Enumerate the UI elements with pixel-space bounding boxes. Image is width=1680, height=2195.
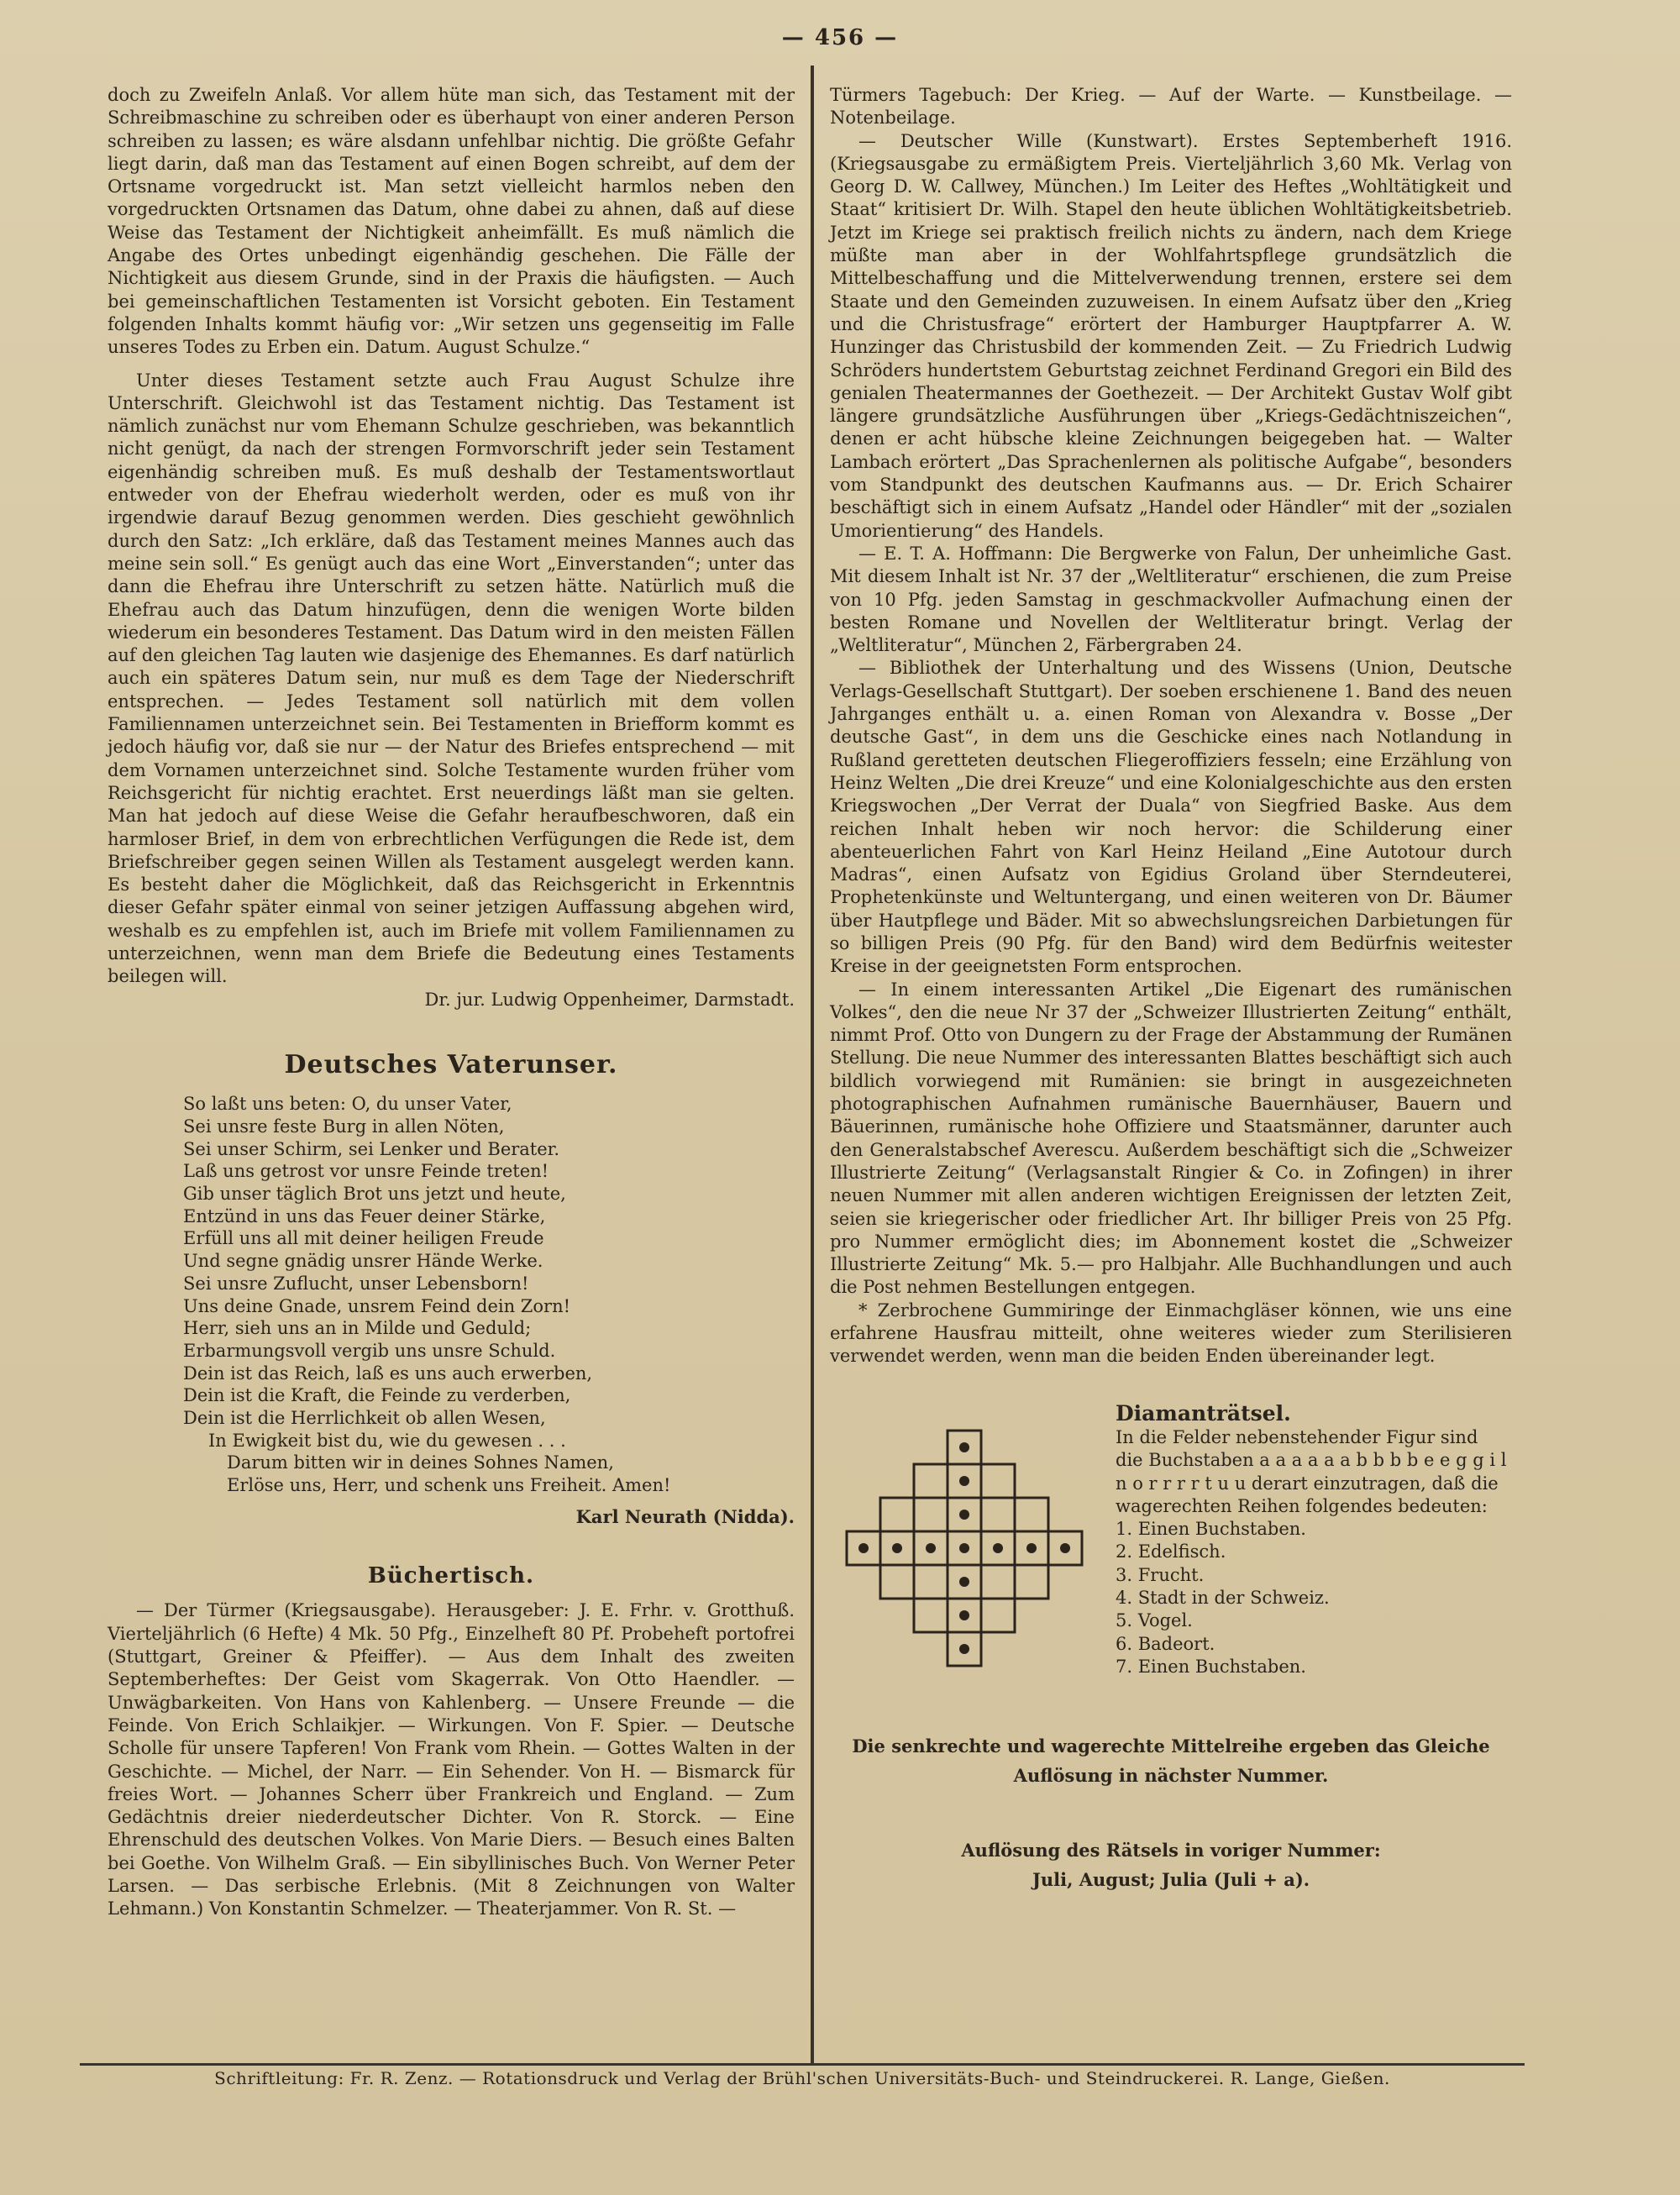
poem-line: Sei unser Schirm, sei Lenker und Berater. [183, 1138, 560, 1159]
grid-dot [959, 1476, 969, 1486]
riddle-clue: 5. Vogel. [1116, 1610, 1193, 1631]
poem-line: Und segne gnädig unsrer Hände Werke. [183, 1251, 543, 1272]
poem-line: Erbarmungsvoll vergib uns unsre Schuld. [183, 1340, 556, 1361]
riddle-clues [1116, 1518, 1510, 1678]
poem-line: Entzünd in uns das Feuer deiner Stärke, [183, 1205, 546, 1226]
grid-dot [959, 1644, 969, 1654]
poem-line: Dein ist die Herrlichkeit ob allen Wesen, [183, 1408, 546, 1429]
grid-cell [1015, 1565, 1048, 1599]
footer-rule [80, 2063, 1525, 2066]
household-note: * Zerbrochene Gummiringe der Einmachgläser können, wie uns eine erfahrene Hausfrau mitteilt, ohne weiteres wieder zum Sterilisieren verwendet werden, wenn man die beiden Enden übereinander legt. [830, 1300, 1512, 1367]
footer-imprint: Schriftleitung: Fr. R. Zenz. — Rotationsdruck und Verlag der Brühl'schen Universitäts-Buch- und Steindruckerei. R. Lange, Gießen. [214, 2068, 1390, 2088]
grid-cell [914, 1464, 948, 1498]
right-paragraph-2: — Deutscher Wille (Kunstwart). Erstes Septemberheft 1916. (Kriegsausgabe zu ermäßigtem Preis. Vierteljährlich 3,60 Mk. Verlag von Georg D. W. Callwey, München.) Im Leiter des Heftes „Wohltätigkeit und Staat“ kritisiert Dr. Wilh. Stapel den heute üblichen Wohltätigkeitsbetrieb. Jetzt im Kriege sei praktisch freilich nichts zu ändern, nach dem Kriege müßte man aber in der Wohlfahrtspflege grundsätzlich die Mittelbeschaffung und die Mittelverwendung trennen, erstere sei dem Staate und den Gemeinden zuzuweisen. In einem Aufsatz über den „Krieg und die Christusfrage“ erörtert der Hamburger Hauptpfarrer A. W. Hunzinger das Christusbild der kommenden Zeit. — Zu Friedrich Ludwig Schröders hundertstem Geburtstag zeichnet Ferdinand Gregori ein Bild des genialen Theatermannes der Goethezeit. — Der Architekt Gustav Wolf gibt längere grundsätzliche Ausführungen über „Kriegs-Gedächtniszeichen“, denen er acht hübsche kleine Zeichnungen beigegeben hat. — Walter Lambach erörtert „Das Sprachenlernen als politische Aufgabe“, besonders vom Standpunkt des deutschen Kaufmanns aus. — Dr. Erich Schairer beschäftigt sich in einem Aufsatz „Handel oder Händler“ mit der „sozialen Umorientierung“ des Handels. [830, 130, 1512, 541]
poem-title: Deutsches Vaterunser. [284, 1049, 618, 1079]
riddle-clue: 1. Einen Buchstaben. [1116, 1519, 1306, 1540]
riddle-clue: 7. Einen Buchstaben. [1116, 1656, 1306, 1677]
poem-line: So laßt uns beten: O, du unser Vater, [183, 1094, 512, 1115]
poem-line: Uns deine Gnade, unsrem Feind dein Zorn! [183, 1295, 571, 1316]
poem-line: Herr, sieh uns an in Milde und Geduld; [183, 1318, 532, 1339]
grid-dot [1026, 1543, 1037, 1553]
riddle-clue: 6. Badeort. [1116, 1633, 1215, 1654]
poem-line: In Ewigkeit bist du, wie du gewesen . . . [208, 1430, 566, 1451]
poem-line: Laß uns getrost vor unsre Feinde treten! [183, 1161, 549, 1182]
grid-cell [914, 1565, 948, 1599]
riddle-intro: In die Felder nebenstehender Figur sind die Buchstaben a a a a a a b b b b e e g g i l n o r r r r t u u derart einzutragen, daß die wagerechten Reihen folgendes bedeuten: [1116, 1426, 1507, 1516]
right-column [830, 84, 1512, 1948]
poem-line: Dein ist das Reich, laß es uns auch erwerben, [183, 1363, 593, 1384]
grid-dot [892, 1543, 902, 1553]
solution-text: Juli, August; Julia (Juli + a). [1032, 1868, 1310, 1890]
riddle-footnote-2: Auflösung in nächster Nummer. [1013, 1764, 1329, 1786]
left-column [108, 84, 795, 1921]
testament-paragraph-2: Unter dieses Testament setzte auch Frau August Schulze ihre Unterschrift. Gleichwohl ist das Testament nichtig. Das Testament ist nämlich zunächst nur vom Ehemann Schulze geschrieben, was bekanntlich nicht genügt, da nach der strengen Formvorschrift jeder sein Testament eigenhändig schreiben muß. Es muß deshalb der Testamentswortlaut entweder von der Ehefrau wiederholt werden, oder es muß von ihr irgendwie darauf Bezug genommen werden. Dies geschieht gewöhnlich durch den Satz: „Ich erkläre, daß das Testament meines Mannes auch das meine sein soll.“ Es genügt auch das eine Wort „Einverstanden“; unter das dann die Ehefrau ihre Unterschrift zu setzen hätte. Natürlich muß die Ehefrau auch das Datum hinzufügen, denn die wenigen Worte bilden wiederum ein besonderes Testament. Das Datum wird in den meisten Fällen auf den gleichen Tag lauten wie dasjenige des Ehemannes. Es darf natürlich auch ein späteres Datum sein, nur muß es dem Tage der Niederschrift entsprechen. — Jedes Testament soll natürlich mit dem vollen Familiennamen unterzeichnet sein. Bei Testamenten in Briefform kommt es jedoch häufig vor, daß sie nur — der Natur des Briefes entsprechend — mit dem Vornamen unterzeichnet sind. Solche Testamente wurden früher vom Reichsgericht für nichtig erachtet. Erst neuerdings läßt man sie gelten. Man hat jedoch auf diese Weise die Gefahr heraufbeschworen, daß ein harmloser Brief, in dem von erbrechtlichen Verfügungen die Rede ist, dem Briefschreiber gegen seinen Willen als Testament ausgelegt werden kann. Es besteht daher die Möglichkeit, daß das Reichsgericht in Erkenntnis dieser Gefahr später einmal von seiner jetzigen Auffassung abgehen wird, weshalb es zu empfehlen ist, auch im Briefe mit vollem Familiennamen zu unterzeichnen, wenn man dem Briefe die Bedeutung eines Testaments beilegen will. [108, 370, 795, 987]
grid-cell [981, 1498, 1015, 1531]
poem-line: Erlöse uns, Herr, und schenk uns Freiheit. Amen! [227, 1475, 671, 1496]
riddle-footnote [830, 1735, 1512, 1794]
poem-line: Dein ist die Kraft, die Feinde zu verderben, [183, 1385, 571, 1406]
right-paragraph-1: Türmers Tagebuch: Der Krieg. — Auf der Warte. — Kunstbeilage. — Notenbeilage. [830, 85, 1512, 129]
grid-cell [880, 1498, 914, 1531]
grid-dot [993, 1543, 1003, 1553]
testament-signature: Dr. jur. Ludwig Oppenheimer, Darmstadt. [424, 989, 795, 1010]
grid-cell [1015, 1498, 1048, 1531]
riddle-title: Diamanträtsel. [1116, 1400, 1291, 1426]
grid-cell [981, 1464, 1015, 1498]
grid-dot [959, 1442, 969, 1452]
page-number: — 456 — [781, 25, 899, 50]
poem-line: Erfüll uns all mit deiner heiligen Freude [183, 1228, 544, 1249]
grid-dot [1060, 1543, 1070, 1553]
poem-signature: Karl Neurath (Nidda). [575, 1505, 795, 1527]
grid-dot [959, 1510, 969, 1520]
poem-line: Sei unsre feste Burg in allen Nöten, [183, 1116, 505, 1137]
poem [183, 1093, 795, 1497]
poem-line: Darum bitten wir in deines Sohnes Namen, [227, 1452, 614, 1473]
books-title: Büchertisch. [367, 1563, 535, 1589]
riddle-solution [830, 1839, 1512, 1892]
grid-dot [959, 1577, 969, 1587]
grid-cell [914, 1498, 948, 1531]
testament-paragraph-1: doch zu Zweifeln Anlaß. Vor allem hüte man sich, das Testament mit der Schreibmaschine zu schreiben oder es überhaupt von einer anderen Person schreiben zu lassen; es wäre alsdann unfehlbar nichtig. Die größte Gefahr liegt darin, daß man das Testament auf einen Bogen schreibt, auf dem der Ortsname vorgedruckt ist. Man setzt vielleicht harmlos neben den vorgedruckten Ortsnamen das Datum, ohne dabei zu ahnen, daß auf diese Weise das Testament der Nichtigkeit anheimfällt. Es muß nämlich die Angabe des Ortes unbedingt eigenhändig geschehen. Die Fälle der Nichtigkeit aus diesem Grunde, sind in der Praxis die häufigsten. — Auch bei gemeinschaftlichen Testamenten ist Vorsicht geboten. Ein Testament folgenden Inhalts kommt häufig vor: „Wir setzen uns gegenseitig im Falle unseres Todes zu Erben ein. Datum. August Schulze.“ [108, 85, 795, 358]
grid-cell [914, 1599, 948, 1632]
grid-dot [959, 1610, 969, 1620]
grid-dot [858, 1543, 869, 1553]
riddle-footnote-1: Die senkrechte und wagerechte Mittelreihe ergeben das Gleiche [852, 1735, 1490, 1757]
riddle-clue: 4. Stadt in der Schweiz. [1116, 1588, 1330, 1608]
poem-line: Gib unser täglich Brot uns jetzt und heute, [183, 1183, 566, 1204]
diamond-riddle [830, 1402, 1512, 1948]
right-paragraph-4: — Bibliothek der Unterhaltung und des Wissens (Union, Deutsche Verlags-Gesellschaft Stuttgart). Der soeben erschienene 1. Band des neuen Jahrganges enthält u. a. einen Roman von Alexandra v. Bosse „Der deutsche Gast“, in dem uns die Geschicke eines nach Notlandung in Rußland geretteten deutschen Fliegeroffiziers fesseln; eine Erzählung von Heinz Welten „Die drei Kreuze“ und eine Kolonialgeschichte aus den ersten Kriegswochen „Der Verrat der Duala“ von Siegfried Baske. Aus dem reichen Inhalt heben wir noch hervor: die Schilderung einer abenteuerlichen Fahrt von Karl Heinz Heiland „Eine Autotour durch Madras“, einen Aufsatz von Egidius Groland über Sterndeuterei, Prophetenkünste und Weltuntergang, und einen weiteren von Dr. Bäumer über Hautpflege und Bäder. Mit so abwechslungsreichen Darbietungen für so billigen Preis (90 Pfg. für den Band) wird dem Bedürfnis weitester Kreise in der geeignetsten Form entsprochen. [830, 658, 1512, 977]
diamond-grid [830, 1422, 1099, 1733]
poem-line: Sei unsre Zuflucht, unser Lebensborn! [183, 1273, 529, 1294]
grid-dot [959, 1543, 969, 1553]
right-paragraph-5: — In einem interessanten Artikel „Die Eigenart des rumänischen Volkes“, den die neue Nr 37 der „Schweizer Illustrierten Zeitung“ enthält, nimmt Prof. Otto von Dungern zu der Frage der Abstammung der Rumänen Stellung. Die neue Nummer des interessanten Blattes beschäftigt sich auch bildlich vorwiegend mit Rumänien: sie bringt in ausgezeichneten photographischen Aufnahmen rumänische Bauernhäuser, Bauern und Bäuerinnen, rumänische hohe Offiziere und Staatsmänner, darunter auch den Generalstabschef Averescu. Außerdem beschäftigt sich die „Schweizer Illustrierte Zeitung“ (Verlagsanstalt Ringier & Co. in Zofingen) in ihrer neuen Nummer mit allen anderen wichtigen Ereignissen der letzten Zeit, seien sie kriegerischer oder friedlicher Art. Ihr billiger Preis von 25 Pfg. pro Nummer ermöglicht dies; im Abonnement kostet die „Schweizer Illustrierte Zeitung“ Mk. 5.— pro Halbjahr. Alle Buchhandlungen und auch die Post nehmen Bestellungen entgegen. [830, 979, 1512, 1298]
grid-cell [981, 1565, 1015, 1599]
column-divider [811, 66, 814, 2063]
riddle-clue: 2. Edelfisch. [1116, 1541, 1226, 1562]
riddle-text [1116, 1402, 1510, 1679]
grid-cell [880, 1565, 914, 1599]
books-paragraph: — Der Türmer (Kriegsausgabe). Herausgeber: J. E. Frhr. v. Grotthuß. Vierteljährlich (6 Hefte) 4 Mk. 50 Pfg., Einzelheft 80 Pf. Probeheft portofrei (Stuttgart, Greiner & Pfeiffer). — Aus dem Inhalt des zweiten Septemberheftes: Der Geist vom Skagerrak. Von Otto Haendler. — Unwägbarkeiten. Von Hans von Kahlenberg. — Unsere Freunde — die Feinde. Von Erich Schlaikjer. — Wirkungen. Von F. Spier. — Deutsche Scholle für unsere Tapferen! Von Frank vom Rhein. — Gottes Walten in der Geschichte. — Michel, der Narr. — Ein Sehender. Von H. — Bismarck für freies Wort. — Johannes Scherr über Frankreich und England. — Zum Gedächtnis dreier niederdeutscher Dichter. Von R. Storck. — Eine Ehrenschuld des deutschen Volkes. Von Marie Diers. — Besuch eines Balten bei Goethe. Von Wilhelm Graß. — Ein sibyllinisches Buch. Von Werner Peter Larsen. — Das serbische Erlebnis. (Mit 8 Zeichnungen von Walter Lehmann.) Von Konstantin Schmelzer. — Theaterjammer. Von R. St. — [108, 1600, 795, 1919]
solution-title: Auflösung des Rätsels in voriger Nummer: [961, 1839, 1381, 1861]
riddle-clue: 3. Frucht. [1116, 1564, 1205, 1585]
right-paragraph-3: — E. T. A. Hoffmann: Die Bergwerke von Falun, Der unheimliche Gast. Mit diesem Inhalt ist Nr. 37 der „Weltliteratur“ erschienen, die zum Preise von 10 Pfg. jeden Samstag in geschmackvoller Aufmachung einen der besten Romane und Novellen der Weltliteratur bringt. Verlag der „Weltliteratur“, München 2, Färbergraben 24. [830, 543, 1512, 656]
grid-dot [926, 1543, 936, 1553]
grid-cell [981, 1599, 1015, 1632]
